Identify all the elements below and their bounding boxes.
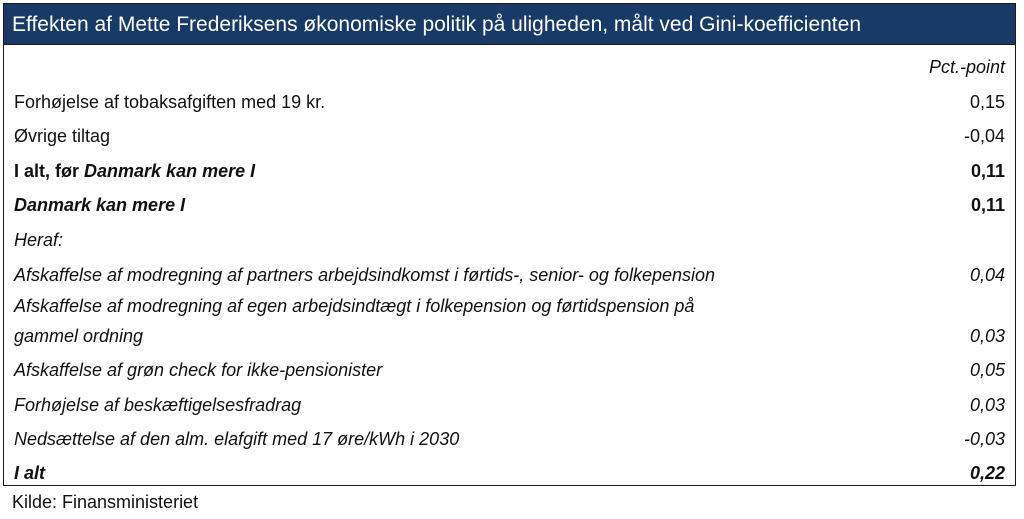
row-label-emph: Danmark kan mere I xyxy=(84,161,256,181)
row-value: 0,22 xyxy=(969,463,1005,483)
row-value: 0,11 xyxy=(970,161,1005,181)
row-value: -0,03 xyxy=(963,429,1005,449)
row-label: Nedsættelse af den alm. elafgift med 17 øre/kWh i 2030 xyxy=(14,429,460,449)
row-value: 0,11 xyxy=(970,195,1005,215)
row-label: Afskaffelse af modregning af partners arbejdsindkomst i førtids-, senior- og folkepension xyxy=(14,265,716,285)
row-value: 0,03 xyxy=(969,326,1005,346)
row-label: Forhøjelse af tobaksafgiften med 19 kr. xyxy=(14,92,326,112)
source-note: Kilde: Finansministeriet xyxy=(12,492,199,512)
row-label: Forhøjelse af beskæftigelsesfradrag xyxy=(14,395,302,415)
table-body xyxy=(4,45,1015,485)
row-label: Øvrige tiltag xyxy=(14,126,111,146)
row-label: I alt xyxy=(14,463,46,483)
row-label-prefix: I alt, før xyxy=(14,161,85,181)
row-label-line1: Afskaffelse af modregning af egen arbejdsindtægt i folkepension og førtidspension på xyxy=(14,296,695,316)
row-value: 0,04 xyxy=(969,265,1005,285)
table-frame xyxy=(3,3,1016,486)
row-label: Afskaffelse af grøn check for ikke-pensionister xyxy=(14,360,383,380)
row-value: 0,15 xyxy=(969,92,1005,112)
row-label-line2: gammel ordning xyxy=(14,326,144,346)
table-title: Effekten af Mette Frederiksens økonomiske politik på uligheden, målt ved Gini-koefficienten xyxy=(4,4,1015,45)
row-label: Danmark kan mere I xyxy=(14,195,186,215)
row-value: 0,03 xyxy=(969,395,1005,415)
row-label xyxy=(14,159,834,184)
row-label: Heraf: xyxy=(14,230,64,250)
row-value: -0,04 xyxy=(963,126,1005,146)
unit-header: Pct.-point xyxy=(928,57,1005,77)
row-value: 0,05 xyxy=(969,360,1005,380)
